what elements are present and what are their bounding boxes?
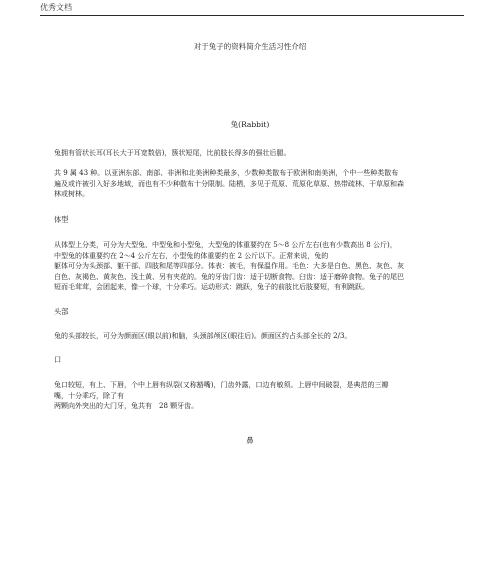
document-title: 对于兔子的资料简介生活习性介绍 bbox=[193, 42, 307, 51]
body-type-line: 从体型上分类，可分为大型兔、中型兔和小型兔，大型兔的体重要约在 5～8 公斤左右(也有少数高出 8 公斤)， bbox=[54, 241, 397, 249]
body-type-line: 躯体可分为头颈部、躯干部、四肢和尾等四部分。体表：被毛，有保温作用。毛色：大多是白色、黑色、灰色、灰 bbox=[54, 262, 404, 270]
head-paragraph bbox=[54, 331, 464, 342]
page-header bbox=[40, 3, 464, 16]
intro-paragraph: 兔拥有管状长耳(耳长大于耳宽数倍)，簇状短尾，比前肢长得多的强壮后腿。 bbox=[54, 149, 291, 157]
species-line: 共 9 属 43 种。以亚洲东部、南部、非洲和北美洲种类最多，少数种类散布于欧洲和南美洲，个中一些种类散布 bbox=[54, 169, 399, 177]
mouth-line: 两颗向外突出的大门牙，兔共有 28 颗牙齿。 bbox=[54, 402, 199, 410]
species-line: 林或树林。 bbox=[54, 190, 89, 198]
mouth-line: 兔口较短，有上、下唇，个中上唇有纵裂(又称豁嘴)，门齿外露，口边有敏须。上唇中间破裂，是典范的三瓣 bbox=[54, 381, 389, 389]
mouth-heading: 口 bbox=[54, 355, 62, 364]
mouth-line: 嘴，十分乖巧，除了有 bbox=[54, 391, 124, 400]
head-heading: 头部 bbox=[54, 307, 69, 316]
species-paragraph bbox=[54, 168, 464, 200]
header-text: 优秀文档 bbox=[40, 3, 72, 12]
body-type-line: 中型兔的体重要约在 2～4 公斤左右，小型兔的体重要约在 2 公斤以下。正常来说，兔的 bbox=[54, 251, 329, 260]
body-type-heading: 体型 bbox=[54, 215, 69, 224]
body-type-line: 白色、灰褐色、黄灰色、浅土黄、另有夹花的。兔的牙齿门齿：适于切断食物。臼齿：适于磨碎食物。兔子的尾巴 bbox=[54, 272, 404, 281]
mouth-paragraph bbox=[54, 380, 464, 412]
body-type-paragraph bbox=[54, 240, 464, 293]
nose-heading: 鼻 bbox=[246, 436, 254, 445]
species-line: 遍及或许被引入好多地域，而也有不少种散布十分限制。陆栖，多见于荒原、荒原化草原、热带疏林、干草原和森 bbox=[54, 179, 404, 188]
section-title: 兔(Rabbit) bbox=[230, 120, 270, 129]
body-type-line: 短而毛茸茸，会团起来，像一个球，十分乖巧。运动形式：跳跃，兔子的前肢比后肢要短，有利跳跃。 bbox=[54, 283, 369, 291]
head-line: 兔的头部较长，可分为颜面区(眼以前)和脑，头颈部颅区(眼往后)。颜面区约占头部全长的 2/3。 bbox=[54, 332, 352, 340]
